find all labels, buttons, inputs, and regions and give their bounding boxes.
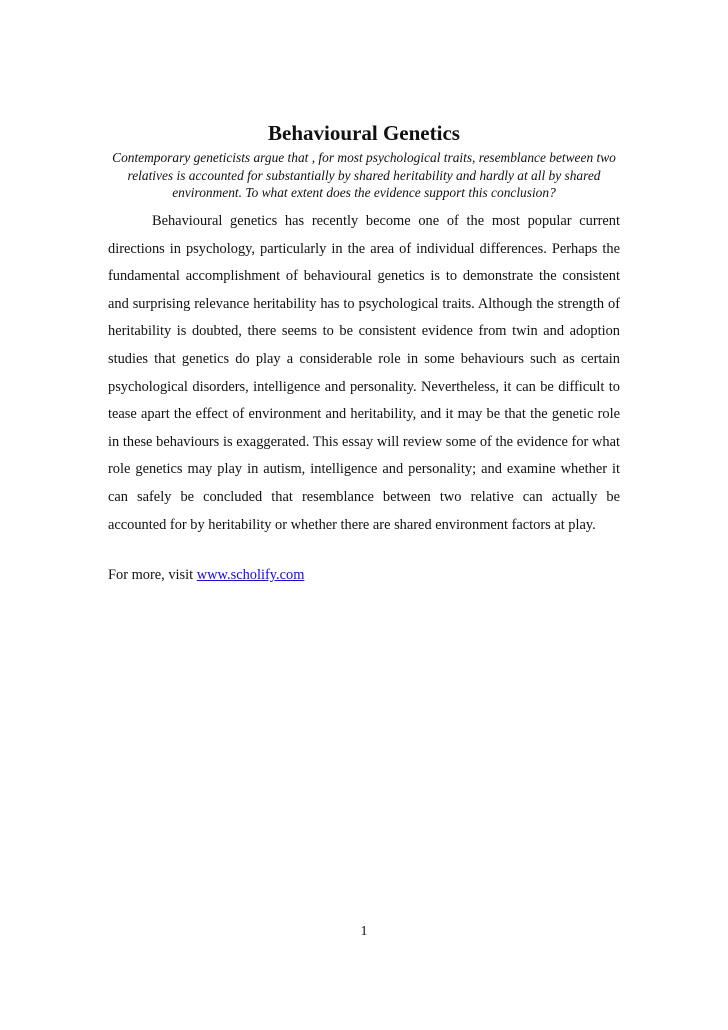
document-title: Behavioural Genetics (268, 121, 460, 145)
essay-question: Contemporary geneticists argue that , for most psychological traits, resemblance between two relatives is accounted for substantially by shared heritability and hardly at all by shared environment. To what extent does the evidence support this conclusion? (112, 150, 616, 200)
website-link[interactable]: www.scholify.com (196, 567, 305, 583)
visit-prefix: For more, visit (108, 567, 197, 583)
body-paragraph: Behavioural genetics has recently become one of the most popular current directions in psychology, particularly in the area of individual differences. Perhaps the fundamental accomplishment of behavioural genetics is to demonstrate the consistent and surprising relevance heritability has to psychological traits. Although the strength of heritability is doubted, there seems to be consistent evidence from twin and adoption studies that genetics do play a considerable role in some behaviours such as certain psychological disorders, intelligence and personality. Nevertheless, it can be difficult to tease apart the effect of environment and heritability, and it may be that the genetic role in these behaviours is exaggerated. This essay will review some of the evidence for what role genetics may play in autism, intelligence and personality; and examine whether it can safely be concluded that resemblance between two relative can actually be accounted for by heritability or whether there are shared environment factors at play. (108, 213, 620, 533)
visit-line (108, 563, 620, 587)
page-number: 1 (360, 924, 368, 939)
